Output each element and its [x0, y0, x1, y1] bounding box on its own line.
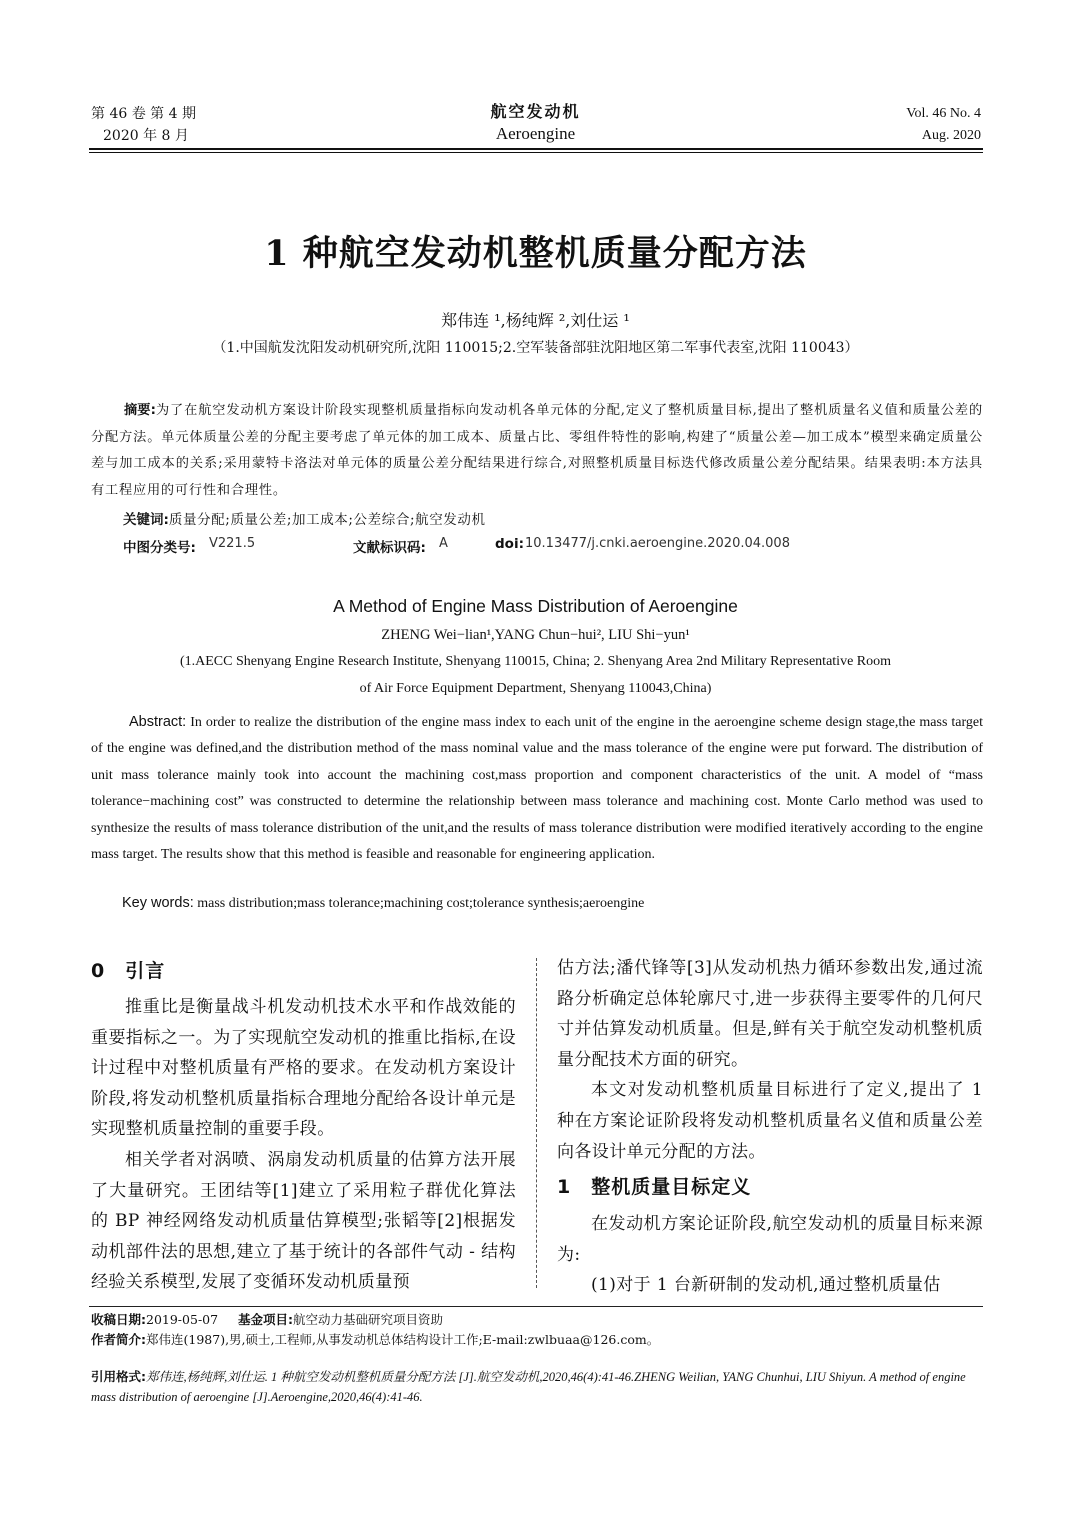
- keywords-en: [122, 895, 644, 912]
- doc-code-value: A: [439, 536, 448, 551]
- body-paragraph-2: 相关学者对涡喷、涡扇发动机质量的估算方法开展了大量研究。王团结等[1]建立了采用粒子群优化算法的 BP 神经网络发动机质量估算模型;张韬等[2]根据发动机部件法的思想,建立了基于统计的各部件气动 - 结构经验关系模型,发展了变循环发动机质量预: [91, 1149, 516, 1293]
- section-0-heading: 0 引言: [91, 960, 166, 982]
- footnote-rule: [89, 1306, 983, 1307]
- body-paragraph-3: 本文对发动机整机质量目标进行了定义,提出了 1 种在方案论证阶段将发动机整机质量名义值和质量公差向各设计单元分配的方法。: [557, 1080, 983, 1162]
- header-rule: [89, 148, 983, 153]
- keywords-en-label: Key words:: [122, 895, 194, 911]
- footnote: [91, 1310, 659, 1350]
- paper-title-cn: 1 种航空发动机整机质量分配方法: [264, 233, 807, 274]
- affiliation-en-line1: (1.AECC Shenyang Engine Research Institute, Shenyang 110015, China; 2. Shenyang Area 2nd Military Representative Room: [179, 654, 892, 669]
- received-date: 2019-05-07: [146, 1312, 219, 1327]
- body-paragraph-5: (1)对于 1 台新研制的发动机,通过整机质量估: [591, 1275, 941, 1296]
- author-bio-label: 作者简介:: [91, 1332, 146, 1347]
- abstract-cn: [91, 398, 983, 504]
- keywords-cn-label: 关键词:: [123, 512, 169, 528]
- clc-label: 中图分类号:: [123, 540, 196, 556]
- fund-value: 航空动力基础研究项目资助: [292, 1312, 443, 1327]
- volume-cn: 第 46 卷 第 4 期: [91, 106, 196, 122]
- authors-cn: 郑伟连 ¹,杨纯辉 ²,刘仕运 ¹: [441, 311, 630, 330]
- affiliation-cn: （1.中国航发沈阳发动机研究所,沈阳 110015;2.空军装备部驻沈阳地区第二军事代表室,沈阳 110043）: [212, 340, 859, 356]
- abstract-cn-text: 为了在航空发动机方案设计阶段实现整机质量指标向发动机各单元体的分配,定义了整机质量目标,提出了整机质量名义值和质量公差的分配方法。单元体质量公差的分配主要考虑了单元体的加工成本、质量占比、零组件特性的影响,构建了“质量公差—加工成本”模型来确定质量公差与加工成本的关系;采用蒙特卡洛法对单元体的质量公差分配结果进行综合,对照整机质量目标迭代修改质量公差分配结果。结果表明:本方法具有工程应用的可行性和合理性。: [91, 403, 983, 498]
- abstract-en: [91, 709, 983, 868]
- doi-value[interactable]: 10.13477/j.cnki.aeroengine.2020.04.008: [525, 536, 790, 551]
- author-bio-line: [91, 1330, 659, 1350]
- body-paragraph-4: 在发动机方案论证阶段,航空发动机的质量目标来源为:: [557, 1214, 983, 1265]
- keywords-cn: [123, 508, 486, 528]
- clc-value: V221.5: [209, 536, 256, 551]
- body-paragraph-2-continued: 估方法;潘代锋等[3]从发动机热力循环参数出发,通过流路分析确定总体轮廓尺寸,进一步获得主要零件的几何尺寸并估算发动机质量。但是,鲜有关于航空发动机整机质量分配技术方面的研究。: [557, 958, 983, 1070]
- section-1-heading: 1 整机质量目标定义: [557, 1176, 752, 1199]
- body-column-right: [557, 953, 983, 1301]
- body-column-left: [91, 953, 516, 1298]
- keywords-en-text: mass distribution;mass tolerance;machining cost;tolerance synthesis;aeroengine: [193, 896, 645, 911]
- abstract-en-label: Abstract:: [129, 714, 187, 730]
- column-divider: [536, 958, 537, 1288]
- date-en: Aug. 2020: [921, 128, 981, 143]
- volume-en: Vol. 46 No. 4: [906, 106, 981, 121]
- abstract-en-text: In order to realize the distribution of the engine mass index to each unit of the engine in the aeroengine scheme design stage,the mass target of the engine was defined,and the distribution method of the mass nominal value and the mass tolerance of the engine were put forward. The distribution of unit mass tolerance mainly took into account the machining cost,mass proportion and component characteristics of the unit. A model of “mass tolerance−machining cost” was constructed to determine the relationship between mass tolerance and machining cost. Monte Carlo method was used to synthesize the results of mass tolerance distribution of the unit,and the results of mass tolerance distribution were modified iteratively according to the engine mass target. The results show that this method is feasible and reasonable for engineering application.: [91, 715, 983, 863]
- issue-info-en: [906, 103, 981, 147]
- author-bio-text: 郑伟连(1987),男,硕士,工程师,从事发动机总体结构设计工作;E-mail:zwlbuaa@126.com。: [146, 1332, 660, 1347]
- affiliation-en-line2: of Air Force Equipment Department, Shenyang 110043,China): [359, 681, 712, 696]
- paper-title-en: A Method of Engine Mass Distribution of Aeroengine: [333, 596, 738, 616]
- date-cn: 2020 年 8 月: [103, 128, 189, 144]
- fund-label: 基金项目:: [237, 1312, 293, 1327]
- received-label: 收稿日期:: [91, 1312, 146, 1327]
- doc-code-label: 文献标识码:: [353, 540, 426, 556]
- citation-label: 引用格式:: [91, 1369, 146, 1384]
- doi-label: doi:: [495, 536, 524, 552]
- authors-en: ZHENG Wei−lian¹,YANG Chun−hui², LIU Shi−yun¹: [381, 627, 690, 643]
- body-paragraph-1: 推重比是衡量战斗机发动机技术水平和作战效能的重要指标之一。为了实现航空发动机的推重比指标,在设计过程中对整机质量有严格的要求。在发动机方案设计阶段,将发动机整机质量指标合理地分配给各设计单元是实现整机质量控制的重要手段。: [91, 997, 516, 1140]
- citation-format: [91, 1367, 986, 1407]
- abstract-cn-label: 摘要:: [124, 403, 156, 418]
- journal-name-cn: 航空发动机: [490, 102, 581, 121]
- journal-name-en: Aeroengine: [495, 124, 576, 143]
- keywords-cn-text: 质量分配;质量公差;加工成本;公差综合;航空发动机: [168, 512, 486, 528]
- citation-text: 郑伟连,杨纯辉,刘仕运. 1 种航空发动机整机质量分配方法 [J].航空发动机,2020,46(4):41-46.ZHENG Weilian, YANG Chunhui, LIU Shiyun. A method of engine mass distribution of aeroengine [J].Aeroengine,2020,46(4):41-46.: [91, 1370, 966, 1404]
- received-line: [91, 1310, 659, 1330]
